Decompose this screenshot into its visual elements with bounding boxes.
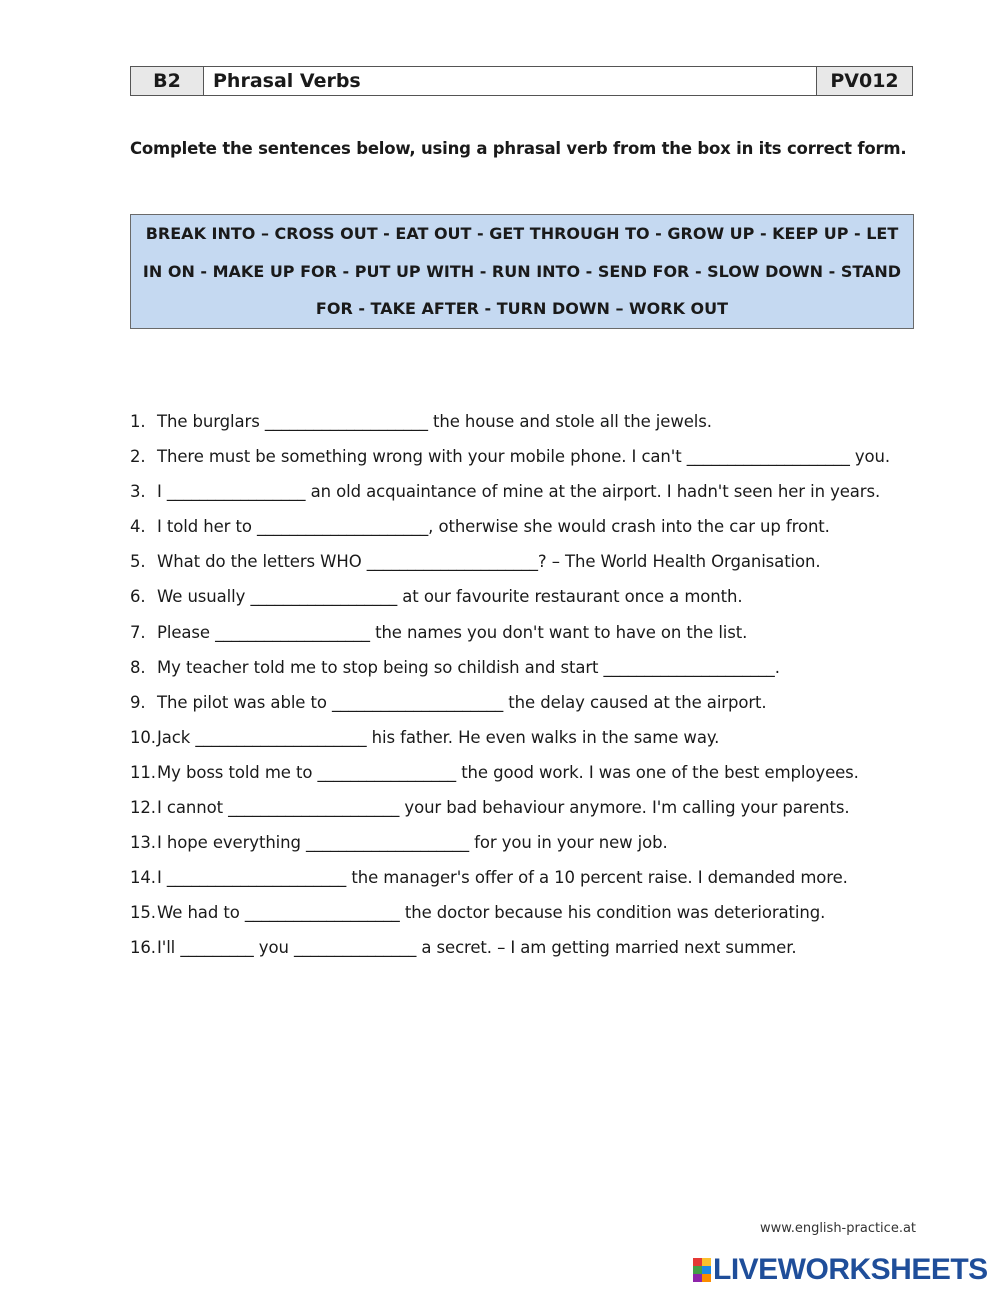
question-number: 5. [130,552,146,572]
logo-blocks-icon [693,1258,711,1282]
question-number: 4. [130,517,146,537]
question-number: 3. [130,482,146,502]
question-item [130,579,930,614]
question-number: 13. [130,833,156,853]
question-number: 8. [130,657,146,677]
question-number: 12. [130,798,156,818]
question-number: 9. [130,692,146,712]
worksheet-code: PV012 [816,67,912,95]
question-text: I cannot _____________________ your bad behaviour anymore. I'm calling your parents. [157,798,850,818]
question-item [130,860,930,895]
question-item [130,895,930,930]
header-table [130,66,913,96]
question-text: Jack _____________________ his father. He even walks in the same way. [157,727,720,747]
question-text: My boss told me to _________________ the good work. I was one of the best employees. [157,762,859,782]
question-text: What do the letters WHO _____________________? – The World Health Organisation. [157,552,821,572]
level-label: B2 [131,67,204,95]
liveworksheets-logo[interactable] [693,1255,988,1285]
worksheet-title: Phrasal Verbs [213,70,361,92]
logo-text: LIVEWORKSHEETS [713,1253,988,1286]
question-item [130,439,930,474]
question-text: I hope everything ____________________ for you in your new job. [157,833,668,853]
question-number: 6. [130,587,146,607]
phrasal-verb-box [130,214,914,329]
question-text: I _________________ an old acquaintance of mine at the airport. I hadn't seen her in years. [157,482,881,502]
question-item [130,474,930,509]
question-number: 14. [130,868,156,888]
source-url[interactable]: www.english-practice.at [760,1221,917,1236]
question-number: 15. [130,903,156,923]
question-item [130,509,930,544]
question-list [130,404,930,966]
question-text: I ______________________ the manager's offer of a 10 percent raise. I demanded more. [157,868,848,888]
question-item [130,650,930,685]
instruction-text: Complete the sentences below, using a phrasal verb from the box in its correct form. [130,139,907,158]
question-number: 1. [130,412,146,431]
question-text: Please ___________________ the names you don't want to have on the list. [157,622,748,642]
question-item [130,615,930,650]
question-item [130,755,930,790]
question-text: My teacher told me to stop being so childish and start _____________________. [157,657,780,677]
question-text: The pilot was able to _____________________ the delay caused at the airport. [157,692,767,712]
question-number: 10. [130,727,156,747]
question-number: 16. [130,938,156,958]
question-text: The burglars ____________________ the house and stole all the jewels. [157,412,712,431]
question-item [130,930,930,965]
question-number: 7. [130,622,146,642]
question-item [130,720,930,755]
question-item [130,685,930,720]
question-item [130,404,930,439]
question-item [130,825,930,860]
question-text: I told her to _____________________, otherwise she would crash into the car up front. [157,517,830,537]
question-text: I'll _________ you _______________ a secret. – I am getting married next summer. [157,938,797,958]
question-item [130,544,930,579]
question-number: 11. [130,762,156,782]
question-item [130,790,930,825]
question-text: There must be something wrong with your mobile phone. I can't ____________________ you. [157,447,891,467]
phrasal-verb-list: BREAK INTO – CROSS OUT - EAT OUT - GET THROUGH TO - GROW UP - KEEP UP - LET IN ON - MAKE UP FOR - PUT UP WITH - RUN INTO - SEND FOR - SLOW DOWN - STAND FOR - TAKE AFTER - TURN DOWN – WORK OUT [142,224,902,319]
question-text: We usually __________________ at our favourite restaurant once a month. [157,587,743,607]
question-number: 2. [130,447,146,467]
question-text: We had to ___________________ the doctor because his condition was deteriorating. [157,903,826,923]
